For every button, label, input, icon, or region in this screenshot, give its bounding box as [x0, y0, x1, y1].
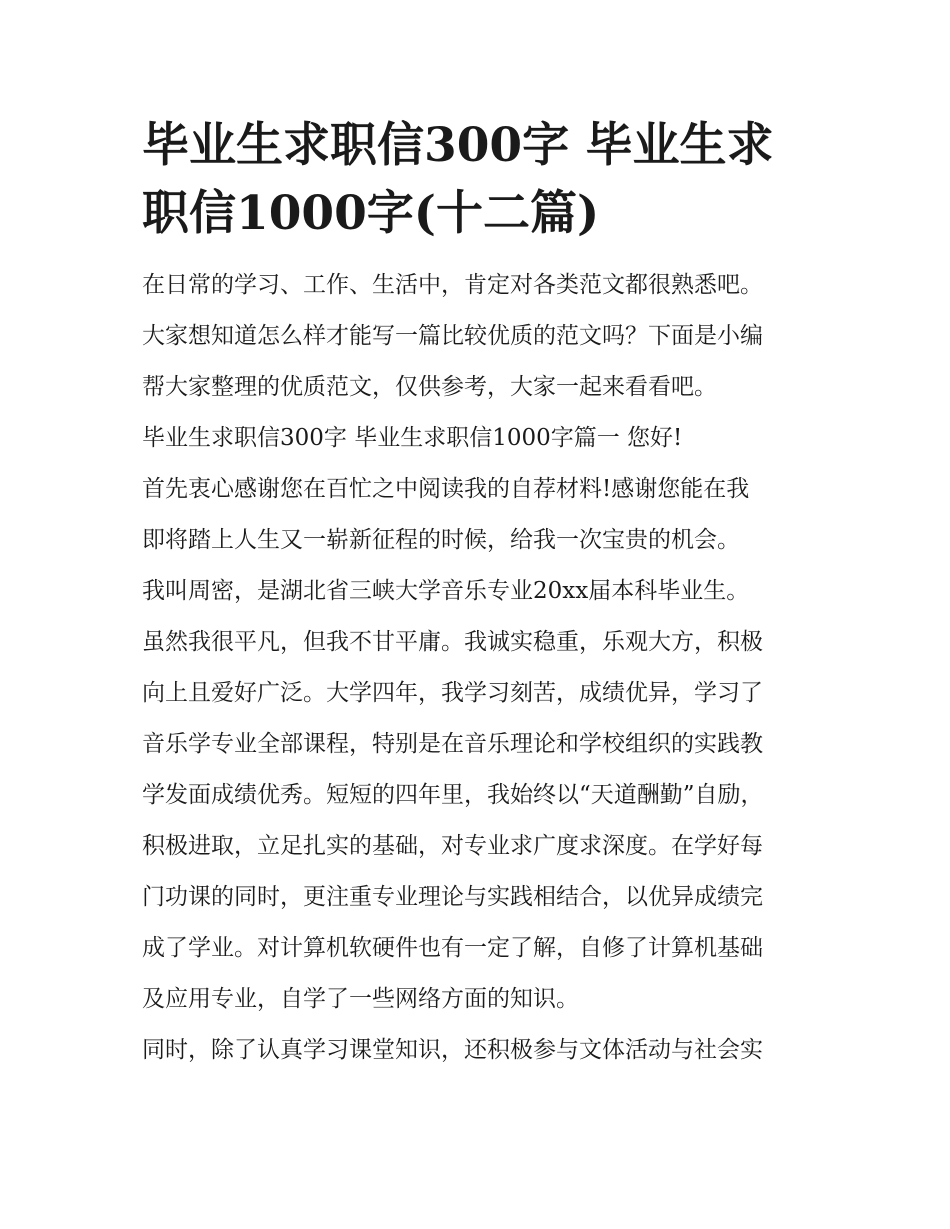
- text-line: 音乐学专业全部课程，特别是在音乐理论和学校组织的实践教: [142, 731, 763, 757]
- text-line: 在日常的学习、工作、生活中，肯定对各类范文都很熟悉吧。: [142, 272, 763, 298]
- title-line: 职信1000字(十二篇): [142, 186, 600, 241]
- text-line: 帮大家整理的优质范文，仅供参考，大家一起来看看吧。: [142, 374, 717, 400]
- text-line: 及应用专业，自学了一些网络方面的知识。: [142, 986, 579, 1012]
- text-line: 大家想知道怎么样才能写一篇比较优质的范文吗？下面是小编: [142, 323, 763, 349]
- text-line: 积极进取，立足扎实的基础，对专业求广度求深度。在学好每: [142, 833, 763, 859]
- text-line: 我叫周密，是湖北省三峡大学音乐专业20xx届本科毕业生。: [142, 578, 750, 604]
- text-line: 学发面成绩优秀。短短的四年里，我始终以“天道酬勤”自励，: [142, 782, 764, 808]
- text-line: 首先衷心感谢您在百忙之中阅读我的自荐材料!感谢您能在我: [142, 476, 750, 502]
- document-body: [142, 112, 814, 1076]
- intro-paragraph: [142, 260, 814, 413]
- text-line: 门功课的同时，更注重专业理论与实践相结合，以优异成绩完: [142, 884, 763, 910]
- greeting-paragraph: [142, 464, 814, 566]
- text-line: 同时，除了认真学习课堂知识，还积极参与文体活动与社会实: [142, 1037, 763, 1063]
- text-line: 毕业生求职信300字 毕业生求职信1000字篇一 您好!: [142, 425, 683, 451]
- self-introduction-paragraph: [142, 566, 814, 1025]
- document-title: [142, 112, 814, 248]
- text-line: 向上且爱好广泛。大学四年，我学习刻苦，成绩优异，学习了: [142, 680, 763, 706]
- activities-paragraph: [142, 1025, 814, 1076]
- text-line: 虽然我很平凡，但我不甘平庸。我诚实稳重，乐观大方，积极: [142, 629, 763, 655]
- title-line: 毕业生求职信300字 毕业生求: [142, 118, 774, 173]
- text-line: 成了学业。对计算机软硬件也有一定了解，自修了计算机基础: [142, 935, 763, 961]
- text-line: 即将踏上人生又一崭新征程的时候，给我一次宝贵的机会。: [142, 527, 740, 553]
- section-heading-paragraph: [142, 413, 814, 464]
